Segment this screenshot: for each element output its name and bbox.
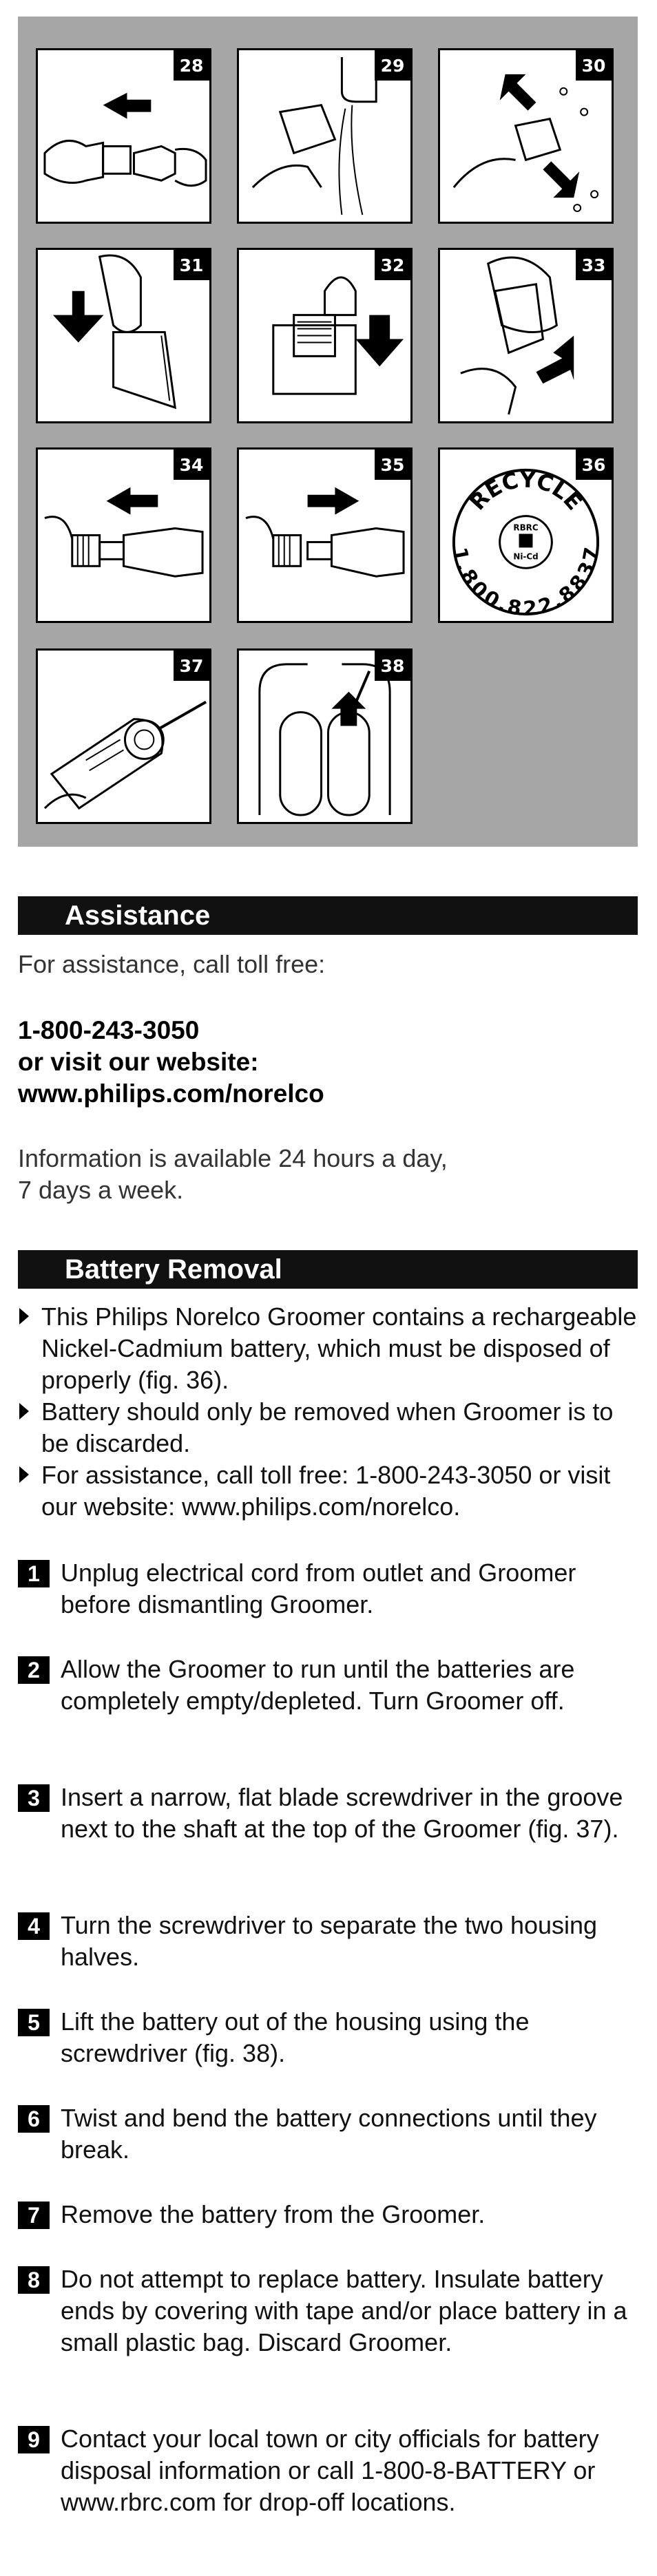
step-text: Do not attempt to replace battery. Insulate battery ends by covering with tape and/or place battery in a small plastic bag. Discard Groomer. <box>61 2265 627 2356</box>
seal-top-text: RECYCLE <box>464 466 588 516</box>
figure-number: 31 <box>174 250 209 280</box>
figure-34 <box>36 447 211 623</box>
seal-mark-top: RBRC <box>513 522 539 533</box>
step-text: Allow the Groomer to run until the batteries are completely empty/depleted. Turn Groomer off. <box>61 1655 575 1715</box>
assistance-intro: For assistance, call toll free: <box>18 950 326 978</box>
bullet-item <box>18 1301 638 1396</box>
figure-number: 37 <box>174 651 209 681</box>
figure-number: 34 <box>174 450 209 480</box>
figure-32 <box>237 248 413 423</box>
step-item <box>18 1782 638 1845</box>
step-item <box>18 2199 638 2230</box>
step-item <box>18 2006 638 2069</box>
figure-number: 28 <box>174 50 209 81</box>
step-number: 7 <box>18 2202 50 2229</box>
figure-number: 35 <box>375 450 410 480</box>
bullet-arrow-icon <box>19 1308 29 1324</box>
step-number: 2 <box>18 1656 50 1684</box>
step-number: 1 <box>18 1560 50 1587</box>
assistance-website: www.philips.com/norelco <box>18 1079 324 1108</box>
step-number: 8 <box>18 2266 50 2294</box>
figure-number: 32 <box>375 250 410 280</box>
figure-35 <box>237 447 413 623</box>
figure-number: 36 <box>576 450 612 480</box>
bullet-arrow-icon <box>19 1403 29 1419</box>
step-number: 9 <box>18 2426 50 2453</box>
assistance-phone: 1-800-243-3050 <box>18 1016 200 1044</box>
figure-33 <box>438 248 614 423</box>
bullet-item <box>18 1396 638 1459</box>
step-item <box>18 1910 638 1973</box>
svg-text:RECYCLE <box>464 467 587 516</box>
assistance-hours-line1: Information is available 24 hours a day, <box>18 1144 448 1172</box>
step-text: Contact your local town or city officials for battery disposal information or call 1-800-8-BATTERY or www.rbrc.com for drop-off locations. <box>61 2425 599 2516</box>
step-text: Twist and bend the battery connections until they break. <box>61 2104 597 2164</box>
step-item <box>18 1654 638 1717</box>
step-number: 6 <box>18 2105 50 2133</box>
bullet-text: Battery should only be removed when Groomer is to be discarded. <box>41 1397 614 1457</box>
figure-37 <box>36 648 211 824</box>
figure-36 <box>438 447 614 623</box>
bullet-text: This Philips Norelco Groomer contains a rechargeable Nickel-Cadmium battery, which must be disposed of properly (fig. 36). <box>41 1302 637 1394</box>
figure-panel <box>18 17 638 847</box>
step-number: 3 <box>18 1784 50 1812</box>
figure-38 <box>237 648 413 824</box>
figure-number: 30 <box>576 50 612 81</box>
step-text: Lift the battery out of the housing using the screwdriver (fig. 38). <box>61 2007 530 2067</box>
step-number: 5 <box>18 2009 50 2036</box>
step-item <box>18 1557 638 1620</box>
figure-29 <box>237 48 413 224</box>
step-text: Turn the screwdriver to separate the two housing halves. <box>61 1911 598 1971</box>
step-item <box>18 2423 638 2518</box>
bullet-arrow-icon <box>19 1466 29 1483</box>
assistance-visit-text: or visit our website: <box>18 1048 259 1076</box>
figure-28 <box>36 48 211 224</box>
figure-number: 29 <box>375 50 410 81</box>
step-number: 4 <box>18 1912 50 1940</box>
figure-30 <box>438 48 614 224</box>
seal-phone-text: 1.800.822.8837 <box>448 545 604 621</box>
assistance-hours-line2: 7 days a week. <box>18 1176 184 1204</box>
assistance-header: Assistance <box>18 896 638 935</box>
step-item <box>18 2102 638 2166</box>
bullet-text: For assistance, call toll free: 1-800-243-3050 or visit our website: www.philips.com/norelco. <box>41 1461 611 1521</box>
figure-number: 38 <box>375 651 410 681</box>
seal-mark-bottom: Ni-Cd <box>513 551 539 562</box>
step-text: Remove the battery from the Groomer. <box>61 2200 486 2228</box>
bullet-item <box>18 1459 638 1523</box>
figure-31 <box>36 248 211 423</box>
step-text: Unplug electrical cord from outlet and Groomer before dismantling Groomer. <box>61 1559 576 1618</box>
step-item <box>18 2263 638 2358</box>
battery-removal-header: Battery Removal <box>18 1250 638 1289</box>
battery-removal-bullets <box>18 1301 638 1523</box>
figure-number: 33 <box>576 250 612 280</box>
step-text: Insert a narrow, flat blade screwdriver in the groove next to the shaft at the top of the Groomer (fig. 37). <box>61 1783 623 1843</box>
